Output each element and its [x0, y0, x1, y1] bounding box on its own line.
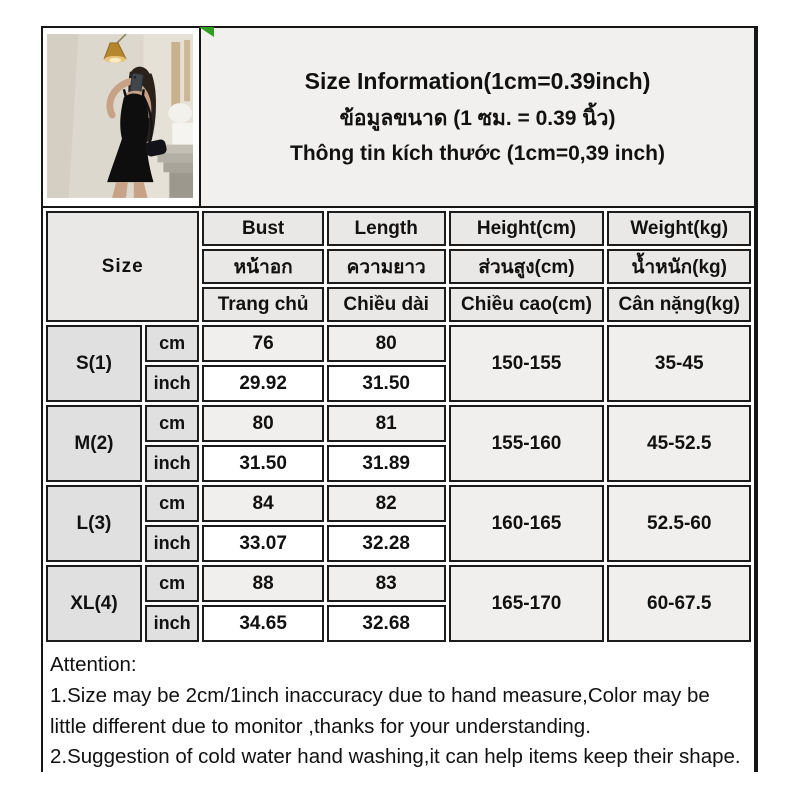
header-size-corner: Size — [46, 211, 199, 322]
row-l-label: L(3) — [46, 485, 142, 562]
header-weight-th: น้ำหนัก(kg) — [607, 249, 751, 284]
cell-s-weight: 35-45 — [607, 325, 751, 402]
cell-s-length-cm: 80 — [327, 325, 446, 362]
cell-l-bust-cm: 84 — [202, 485, 323, 522]
cell-m-bust-cm: 80 — [202, 405, 323, 442]
table-row — [46, 565, 751, 602]
row-s-unit-cm: cm — [145, 325, 200, 362]
header-length-th: ความยาว — [327, 249, 446, 284]
header-bust-vi: Trang chủ — [202, 287, 323, 322]
row-xl-label: XL(4) — [46, 565, 142, 642]
cell-xl-height: 165-170 — [449, 565, 605, 642]
attention-note-2: 2.Suggestion of cold water hand washing,it can help items keep their shape. — [50, 745, 741, 769]
cell-l-bust-inch: 33.07 — [202, 525, 323, 562]
title-vietnamese: Thông tin kích thước (1cm=0,39 inch) — [290, 142, 665, 165]
header-section — [43, 28, 754, 208]
model-photo-illustration — [47, 33, 193, 199]
header-bust-en: Bust — [202, 211, 323, 246]
cell-xl-bust-inch: 34.65 — [202, 605, 323, 642]
cell-s-length-inch: 31.50 — [327, 365, 446, 402]
cell-l-height: 160-165 — [449, 485, 605, 562]
row-l-unit-cm: cm — [145, 485, 200, 522]
row-m-label: M(2) — [46, 405, 142, 482]
header-height-vi: Chiều cao(cm) — [449, 287, 605, 322]
cell-m-length-cm: 81 — [327, 405, 446, 442]
title-block — [201, 28, 754, 206]
title-thai: ข้อมูลขนาด (1 ซม. = 0.39 นิ้ว) — [339, 107, 616, 130]
header-height-en: Height(cm) — [449, 211, 605, 246]
cell-l-length-cm: 82 — [327, 485, 446, 522]
attention-section — [43, 645, 754, 777]
cell-s-height: 150-155 — [449, 325, 605, 402]
product-photo — [43, 28, 201, 206]
cell-xl-bust-cm: 88 — [202, 565, 323, 602]
row-l-unit-inch: inch — [145, 525, 200, 562]
row-xl-unit-inch: inch — [145, 605, 200, 642]
attention-note-1: 1.Size may be 2cm/1inch inaccuracy due to hand measure,Color may be little different due to monitor ,thanks for your understanding. — [50, 683, 710, 738]
header-length-vi: Chiều dài — [327, 287, 446, 322]
header-bust-th: หน้าอก — [202, 249, 323, 284]
cell-m-weight: 45-52.5 — [607, 405, 751, 482]
size-table — [43, 208, 754, 645]
table-row — [46, 405, 751, 442]
attention-heading: Attention: — [50, 653, 137, 676]
row-m-unit-cm: cm — [145, 405, 200, 442]
cell-s-bust-inch: 29.92 — [202, 365, 323, 402]
cell-l-length-inch: 32.28 — [327, 525, 446, 562]
cell-s-bust-cm: 76 — [202, 325, 323, 362]
row-s-unit-inch: inch — [145, 365, 200, 402]
header-length-en: Length — [327, 211, 446, 246]
row-xl-unit-cm: cm — [145, 565, 200, 602]
cell-xl-length-inch: 32.68 — [327, 605, 446, 642]
chart-frame — [41, 26, 758, 772]
table-row — [46, 485, 751, 522]
cell-xl-length-cm: 83 — [327, 565, 446, 602]
cell-m-bust-inch: 31.50 — [202, 445, 323, 482]
cell-l-weight: 52.5-60 — [607, 485, 751, 562]
cell-xl-weight: 60-67.5 — [607, 565, 751, 642]
cell-m-length-inch: 31.89 — [327, 445, 446, 482]
title-english: Size Information(1cm=0.39inch) — [304, 68, 651, 94]
header-weight-en: Weight(kg) — [607, 211, 751, 246]
row-m-unit-inch: inch — [145, 445, 200, 482]
row-s-label: S(1) — [46, 325, 142, 402]
cell-m-height: 155-160 — [449, 405, 605, 482]
header-weight-vi: Cân nặng(kg) — [607, 287, 751, 322]
table-row — [46, 325, 751, 362]
header-height-th: ส่วนสูง(cm) — [449, 249, 605, 284]
